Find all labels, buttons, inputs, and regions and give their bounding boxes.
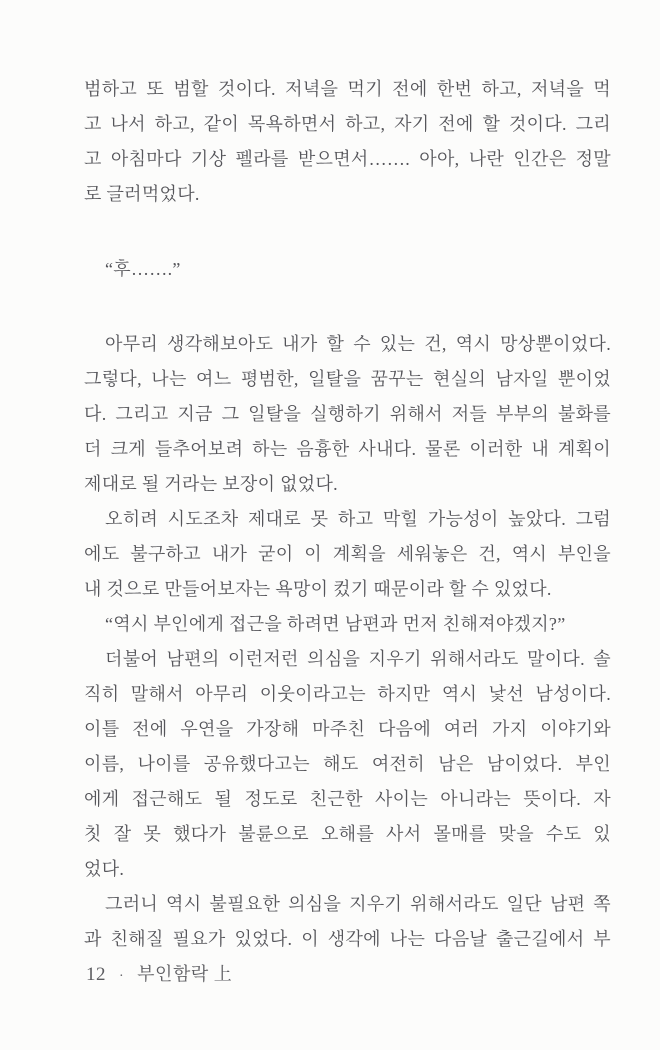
text-line: 더불어 남편의 이런저런 의심을 지우기 위해서라도 말이다. 솔 <box>105 649 611 669</box>
body-text <box>84 72 611 957</box>
text-line: 이름, 나이를 공유했다고는 해도 여전히 남은 남이었다. 부인 <box>84 754 611 774</box>
text-line: 고 아침마다 기상 펠라를 받으면서……. 아아, 나란 인간은 정말 <box>84 149 611 169</box>
text-line: 과 친해질 필요가 있었다. 이 생각에 나는 다음날 출근길에서 부 <box>84 929 611 949</box>
text-line: 내 것으로 만들어보자는 욕망이 컸기 때문이라 할 수 있었다. <box>84 579 552 599</box>
text-line: “후…….” <box>105 259 181 279</box>
text-line: 다. 그리고 지금 그 일탈을 실행하기 위해서 저들 부부의 불화를 <box>84 404 611 424</box>
text-line: 에게 접근해도 될 정도로 친근한 사이는 아니라는 뜻이다. 자 <box>84 789 611 809</box>
footer-separator-dot: · <box>119 969 125 984</box>
text-line: 었다. <box>84 859 125 879</box>
text-line: 그러니 역시 불필요한 의심을 지우기 위해서라도 일단 남편 쪽 <box>105 894 611 914</box>
text-line: 고 나서 하고, 같이 목욕하면서 하고, 자기 전에 할 것이다. 그리 <box>84 114 611 134</box>
text-line: 범하고 또 범할 것이다. 저녁을 먹기 전에 한번 하고, 저녁을 먹 <box>84 79 611 99</box>
text-line: “역시 부인에게 접근을 하려면 남편과 먼저 친해져야겠지?” <box>105 614 566 634</box>
text-line: 제대로 될 거라는 보장이 없었다. <box>84 474 338 494</box>
text-line: 아무리 생각해보아도 내가 할 수 있는 건, 역시 망상뿐이었다. <box>105 334 611 354</box>
text-line: 칫 잘 못 했다가 불륜으로 오해를 사서 몰매를 맞을 수도 있 <box>84 824 611 844</box>
text-line: 이틀 전에 우연을 가장해 마주친 다음에 여러 가지 이야기와 <box>84 719 611 739</box>
text-line: 오히려 시도조차 제대로 못 하고 막힐 가능성이 높았다. 그럼 <box>105 509 611 529</box>
page-number: 12 <box>86 964 106 985</box>
text-line: 직히 말해서 아무리 이웃이라고는 하지만 역시 낯선 남성이다. <box>84 684 611 704</box>
text-line: 로 글러먹었다. <box>84 184 200 204</box>
page-footer <box>86 960 232 986</box>
text-line: 그렇다, 나는 여느 평범한, 일탈을 꿈꾸는 현실의 남자일 뿐이었 <box>84 369 611 389</box>
book-title: 부인함락 上 <box>137 964 233 984</box>
text-line: 에도 불구하고 내가 굳이 이 계획을 세워놓은 건, 역시 부인을 <box>84 544 611 564</box>
text-line: 더 크게 들추어보려 하는 음흉한 사내다. 물론 이러한 내 계획이 <box>84 439 611 459</box>
